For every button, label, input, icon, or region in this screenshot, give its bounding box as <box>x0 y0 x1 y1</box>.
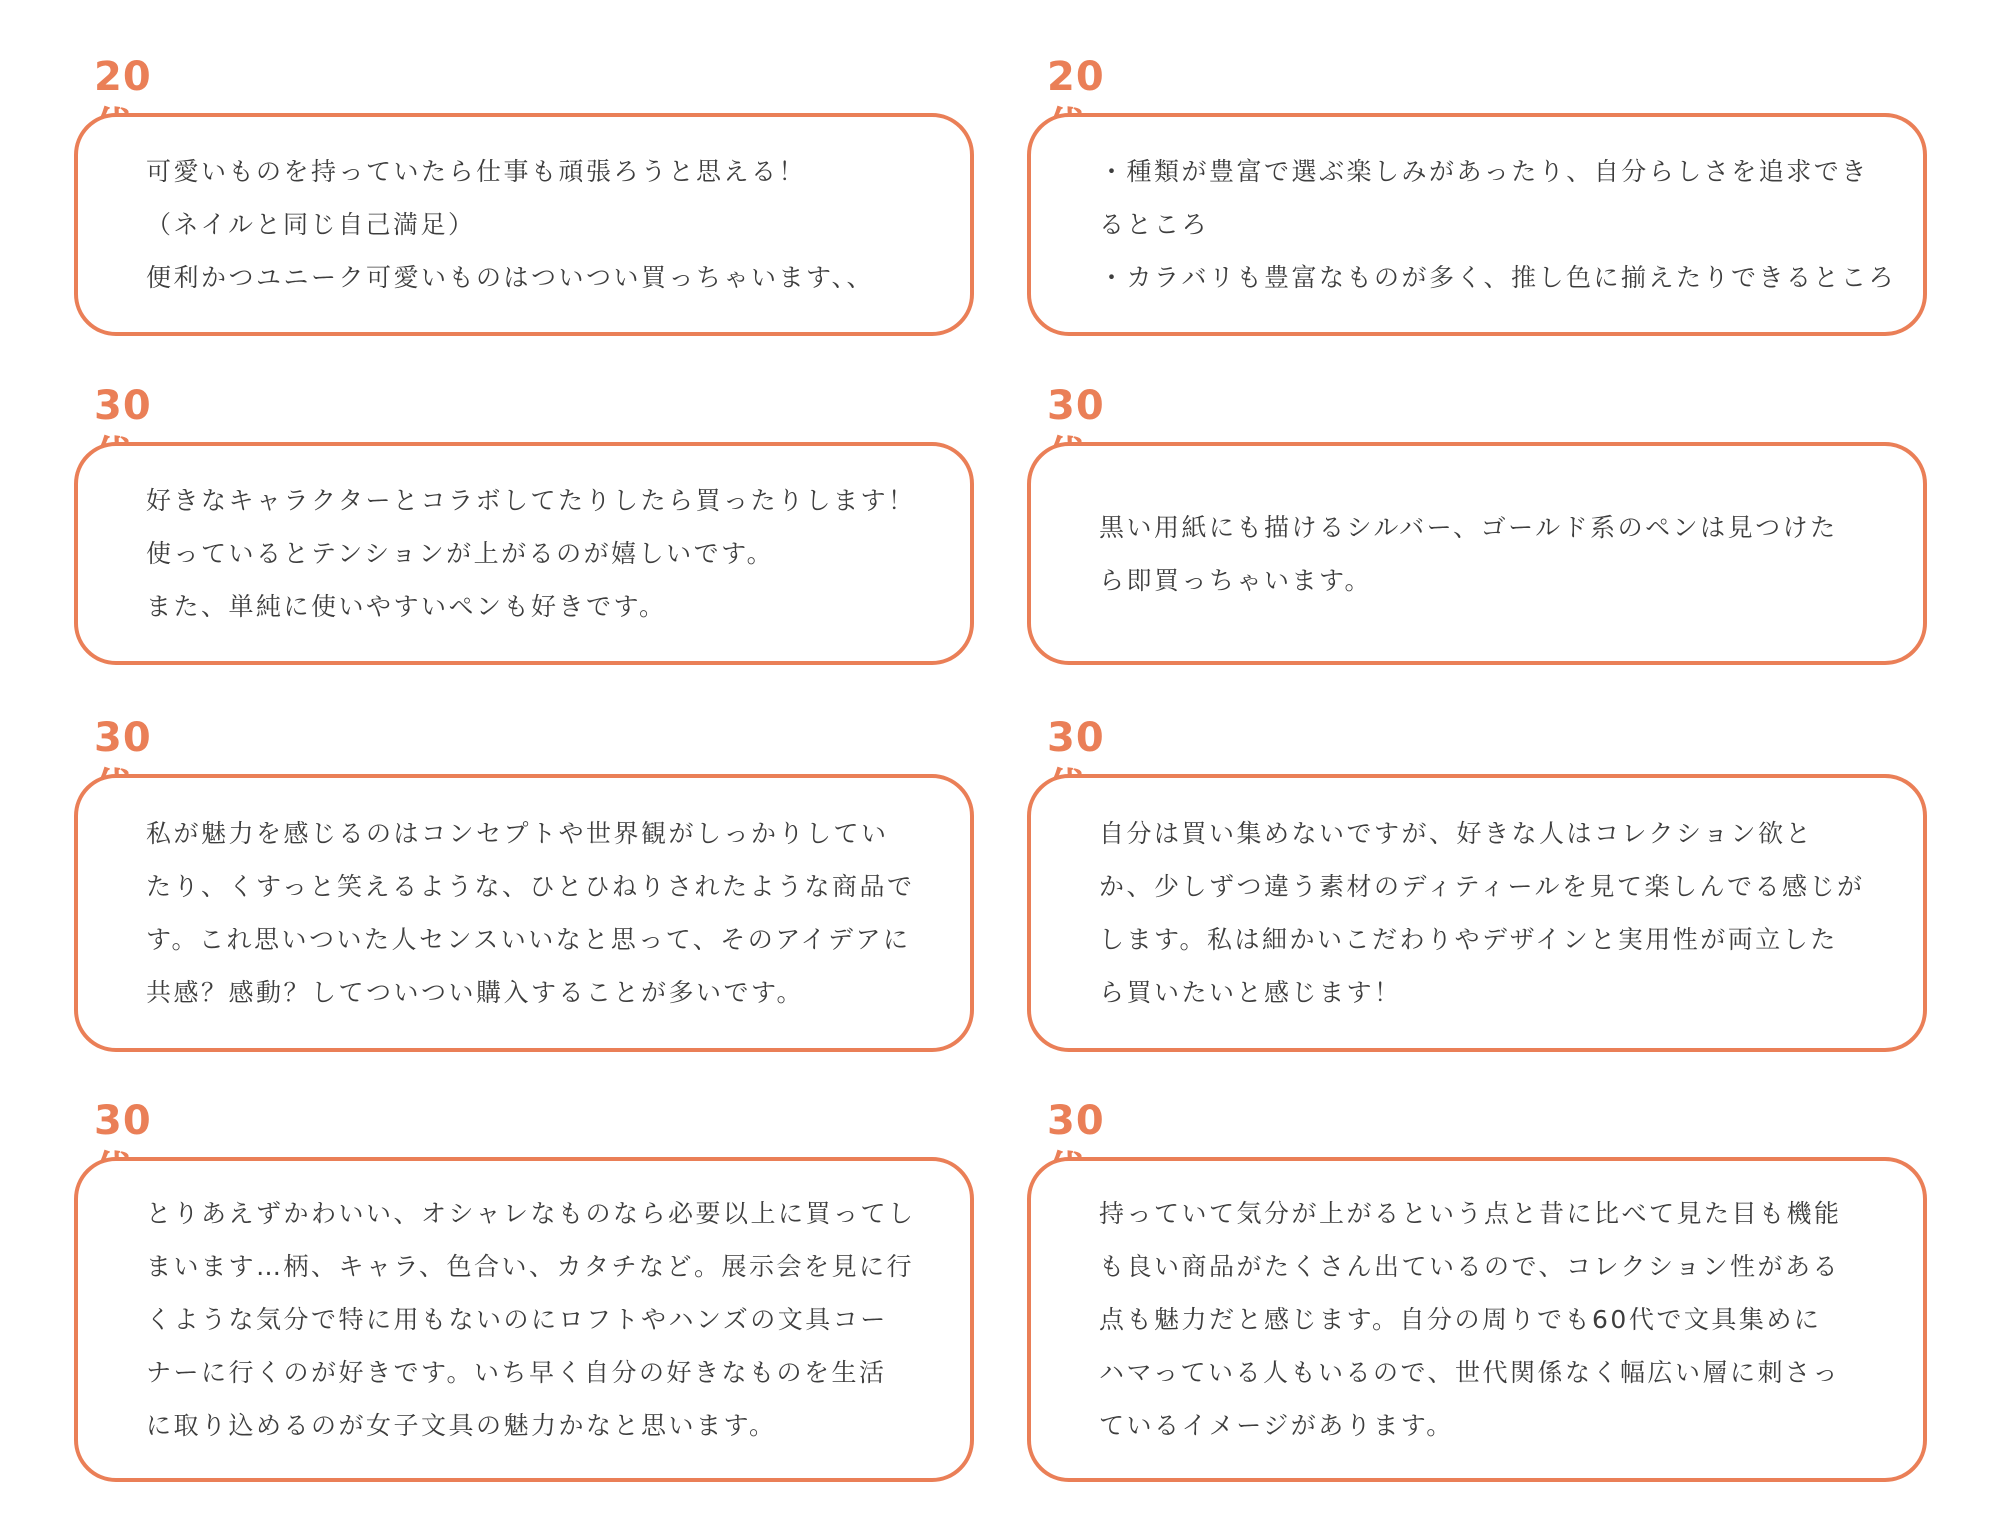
comment-line: す。これ思いついた人センスいいなと思って、そのアイデアに <box>146 925 911 954</box>
comment-line: 持っていて気分が上がるという点と昔に比べて見た目も機能 <box>1099 1199 1842 1228</box>
comment-line: 黒い用紙にも描けるシルバー、ゴールド系のペンは見つけた <box>1099 512 1838 542</box>
comment-line: 点も魅力だと感じます。自分の周りでも60代で文具集めに <box>1099 1305 1822 1334</box>
card-age-label: 20 <box>94 54 152 100</box>
comment-line: 便利かつユニーク可愛いものはついつい買っちゃいます、、 <box>146 263 875 292</box>
comment-line: ら買いたいと感じます！ <box>1099 978 1402 1007</box>
comment-line: します。私は細かいこだわりやデザインと実用性が両立した <box>1099 925 1838 954</box>
comment-box <box>74 1157 974 1482</box>
comment-line: また、単純に使いやすいペンも好きです。 <box>146 592 667 621</box>
comment-box <box>1027 442 1927 665</box>
comment-line: るところ <box>1099 210 1210 239</box>
card-age-label: 30 <box>94 1098 152 1144</box>
comment-line: まいます…柄、キャラ、色合い、カタチなど。展示会を見に行 <box>146 1252 915 1281</box>
comment-line: ナーに行くのが好きです。いち早く自分の好きなものを生活 <box>146 1358 887 1387</box>
comment-box <box>74 113 974 336</box>
comment-line: 自分は買い集めないですが、好きな人はコレクション欲と <box>1099 819 1814 848</box>
comment-line: も良い商品がたくさん出ているので、コレクション性がある <box>1099 1252 1841 1281</box>
comment-line: 私が魅力を感じるのはコンセプトや世界観がしっかりしてい <box>146 819 889 848</box>
comment-line: に取り込めるのが女子文具の魅力かなと思います。 <box>146 1411 777 1440</box>
card-age-label: 20 <box>1047 54 1105 100</box>
comment-line: 使っているとテンションが上がるのが嬉しいです。 <box>146 539 775 568</box>
comment-line: ているイメージがあります。 <box>1099 1411 1454 1440</box>
card-age-label: 30 <box>94 715 152 761</box>
comment-line: とりあえずかわいい、オシャレなものなら必要以上に買ってし <box>146 1199 916 1228</box>
comment-box <box>74 442 974 665</box>
comment-line: 可愛いものを持っていたら仕事も頑張ろうと思える！ <box>146 157 807 186</box>
comment-line: たり、くすっと笑えるような、ひとひねりされたような商品で <box>146 872 915 901</box>
card-age-label: 30 <box>1047 1098 1105 1144</box>
comment-box <box>1027 113 1927 336</box>
comment-line: （ネイルと同じ自己満足） <box>146 210 476 239</box>
comment-line: 共感？感動？してついつい購入することが多いです。 <box>146 978 805 1007</box>
comment-line: ・カラバリも豊富なものが多く、推し色に揃えたりできるところ <box>1099 263 1897 292</box>
comment-box <box>1027 774 1927 1052</box>
comment-line: ハマっている人もいるので、世代関係なく幅広い層に刺さっ <box>1099 1358 1841 1387</box>
card-age-label: 30 <box>94 383 152 429</box>
comment-box <box>1027 1157 1927 1482</box>
comment-line: ・種類が豊富で選ぶ楽しみがあったり、自分らしさを追求でき <box>1099 157 1869 186</box>
card-age-label: 30 <box>1047 383 1105 429</box>
comment-line: ら即買っちゃいます。 <box>1099 565 1373 595</box>
comment-line: くような気分で特に用もないのにロフトやハンズの文具コー <box>146 1305 888 1334</box>
comment-line: か、少しずつ違う素材のディティールを見て楽しんでる感じが <box>1099 872 1865 901</box>
card-age-label: 30 <box>1047 715 1105 761</box>
comment-box <box>74 774 974 1052</box>
comment-line: 好きなキャラクターとコラボしてたりしたら買ったりします！ <box>146 486 916 515</box>
